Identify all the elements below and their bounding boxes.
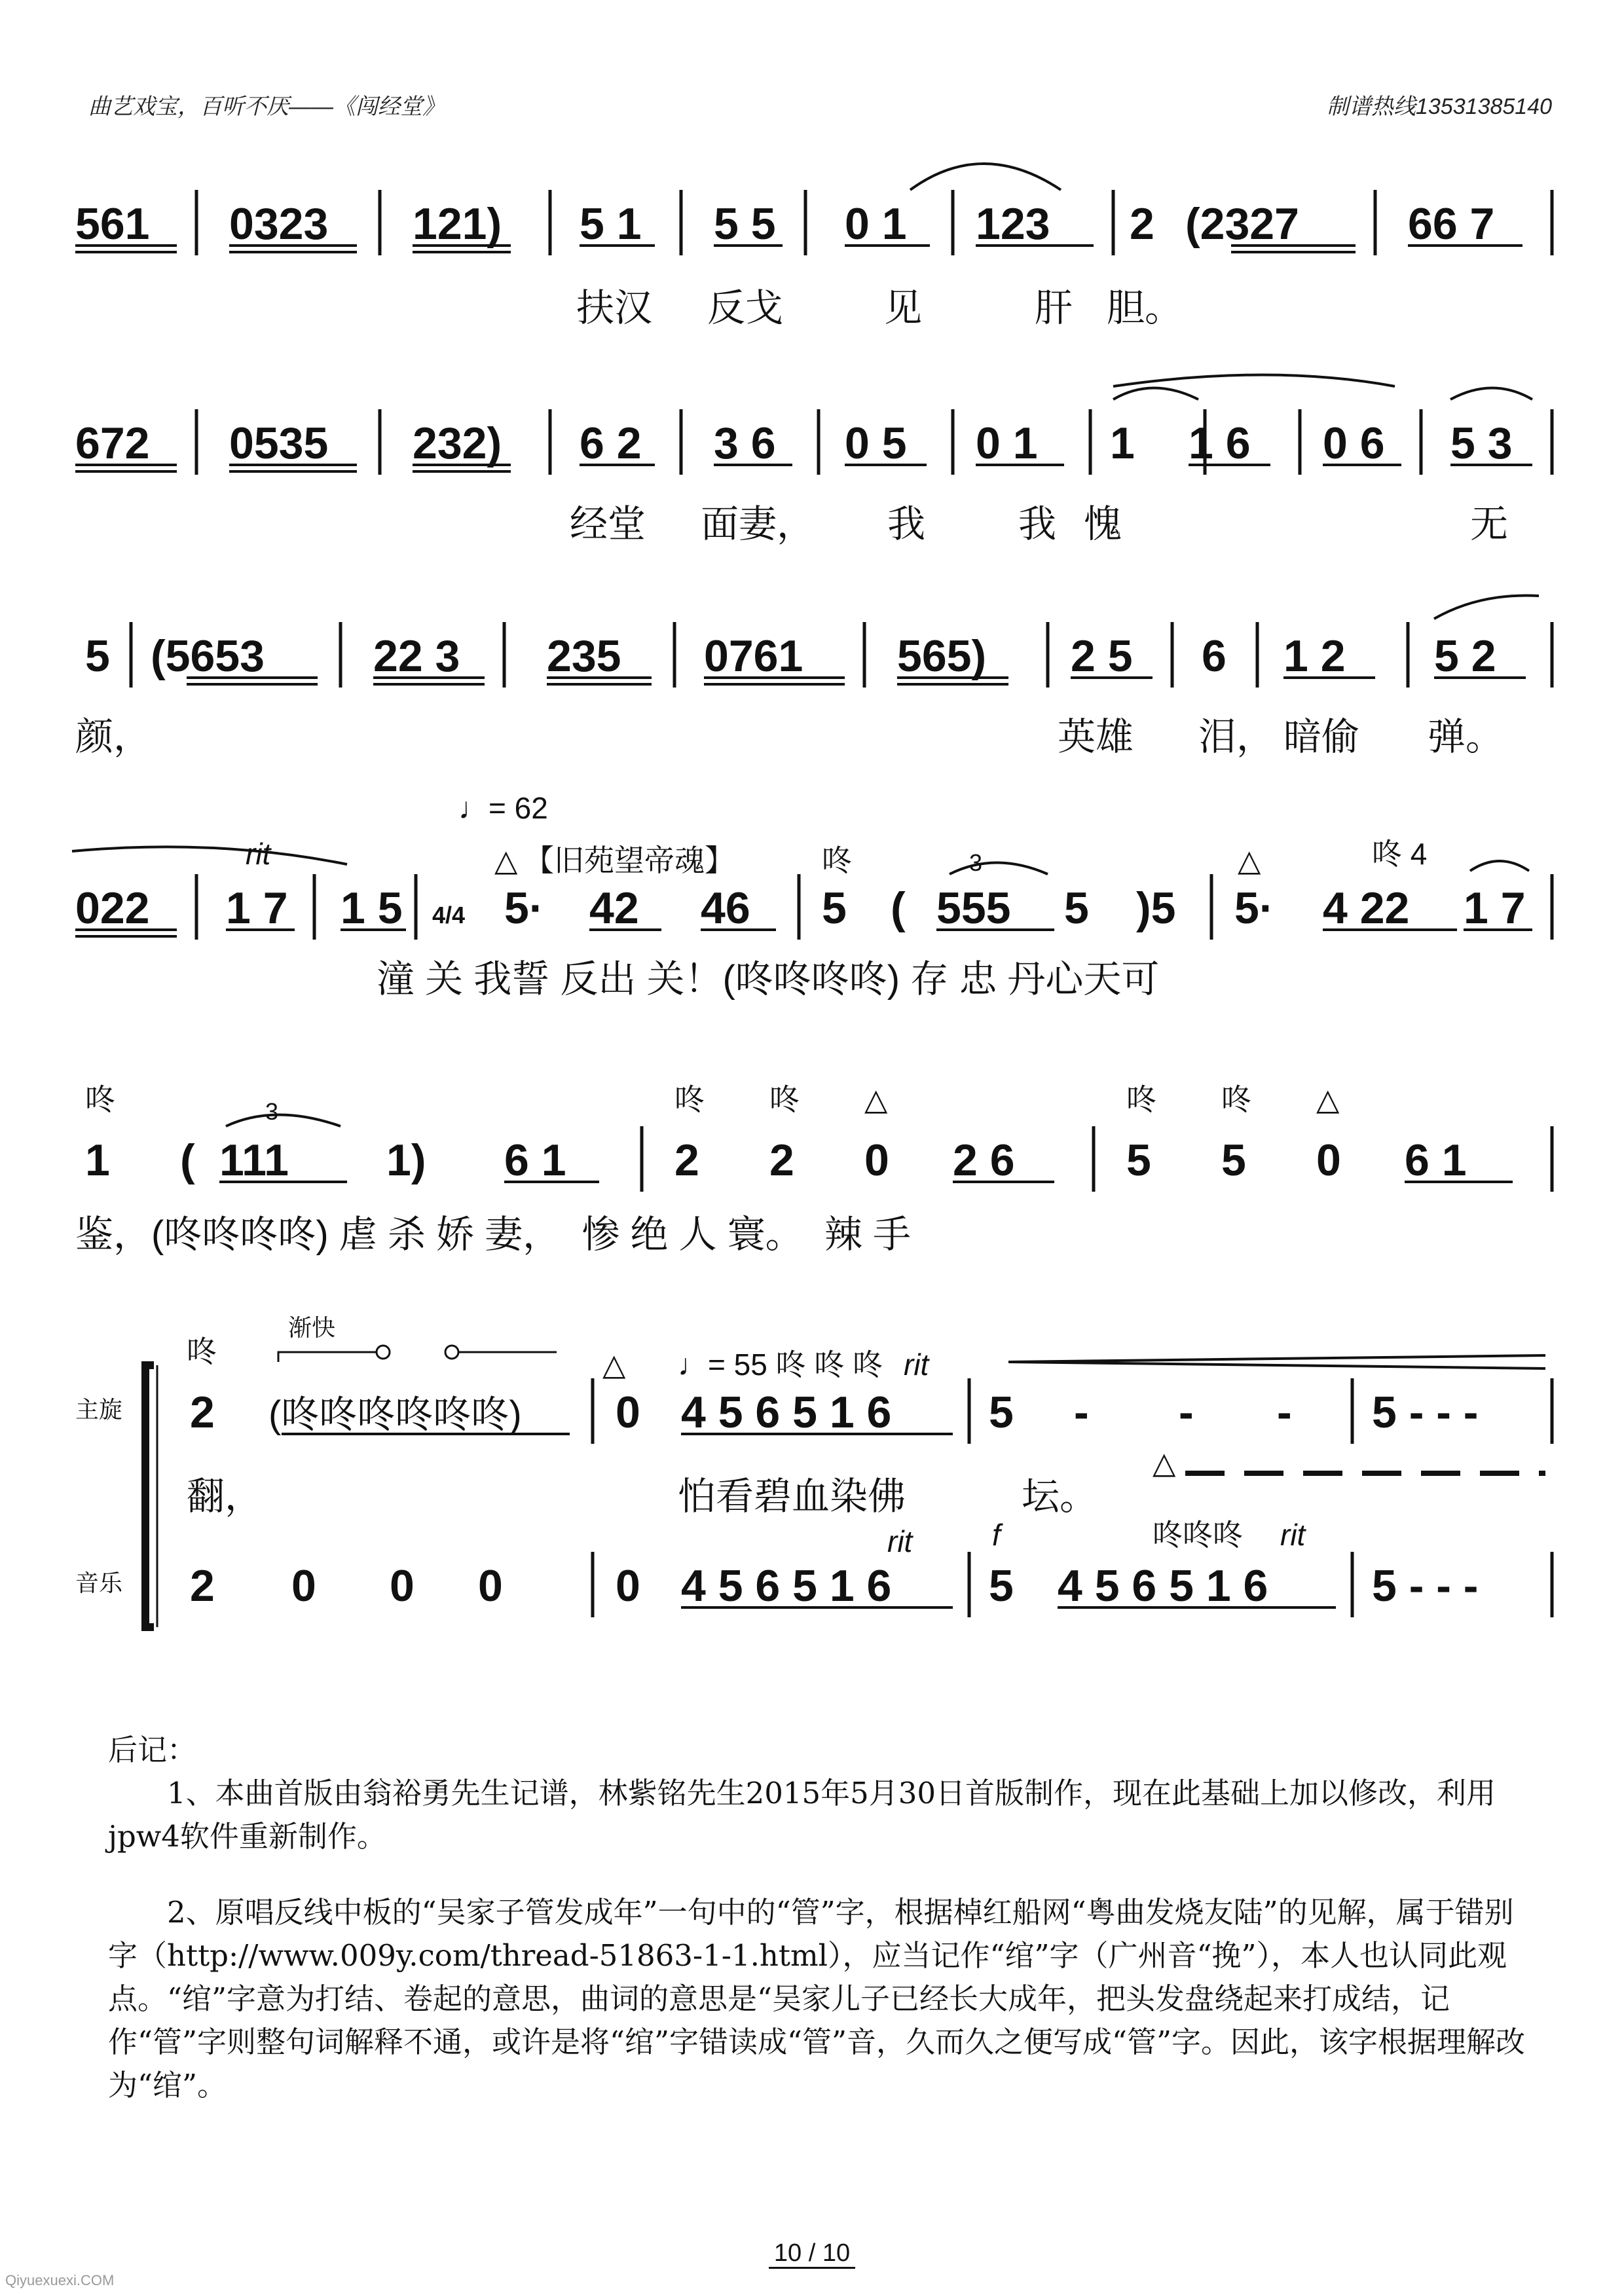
note-group: 6 1 <box>1405 1135 1467 1185</box>
rit-mark: rit <box>1280 1518 1306 1552</box>
note-group: 1 <box>85 1135 110 1185</box>
note-group: 672 <box>75 418 150 468</box>
note-group: - <box>1074 1387 1089 1437</box>
note-group: 561 <box>75 199 150 249</box>
note-group: 2 5 <box>1071 631 1133 681</box>
lyric: 我 <box>1018 503 1057 545</box>
lyric: 肝 <box>1035 287 1073 329</box>
note-group: 66 7 <box>1408 199 1495 249</box>
accent-triangle-icon: △ <box>1316 1082 1340 1116</box>
percussion-dong: 咚 <box>822 843 852 877</box>
lyric: 扶汉 <box>576 287 653 329</box>
accent-triangle-icon: △ <box>602 1348 626 1382</box>
note-group: 42 <box>589 883 639 933</box>
note-group: 6 2 <box>580 418 642 468</box>
lyric: 见 <box>884 287 923 329</box>
percussion-dong: 咚 <box>187 1334 217 1368</box>
afterword-title: 后记： <box>108 1733 197 1767</box>
note-group: 46 <box>701 883 750 933</box>
note-group: 4 5 6 5 1 6 <box>681 1387 892 1437</box>
note-group: 123 <box>976 199 1050 249</box>
note-group: 0 1 <box>976 418 1038 468</box>
note-group: ( <box>180 1135 195 1185</box>
tempo-mark: ♩= 62 <box>458 791 548 825</box>
tune-name: 【旧苑望帝魂】 <box>524 843 735 877</box>
note-group: 111 <box>219 1135 289 1185</box>
lyric: 我 <box>887 503 926 545</box>
note-group: 0 <box>390 1561 415 1611</box>
note-group: 0 <box>478 1561 503 1611</box>
note-group: )5 <box>1136 883 1176 933</box>
afterword-paragraph-2: 2、原唱反线中板的“吴家子管发成年”一句中的“管”字，根据棹红船网“粤曲发烧友陆”的见解，属于错别字（http://www.009y.com/thread-51863-1-1.html），应当记作“绾”字（广州音“挽”），本人也认同此观点。“绾”字意为打结、卷起的意思，曲词的意思是“吴家儿子已经长大成年，把头发盘绕起来打成结，记作“管”字则整句词解释不通，或许是将“绾”字错读成“管”音，久而久之便写成“管”字。因此，该字根据理解改为“绾”。 <box>108 1895 1526 2102</box>
note-group: 0 <box>291 1561 316 1611</box>
note-group: 5 - - - <box>1372 1387 1479 1437</box>
triplet-mark: 3 <box>969 849 983 876</box>
page-number <box>0 2239 1624 2267</box>
lyric-line: 鉴，(咚咚咚咚) 虐 杀 娇 妻， 惨 绝 人 寰。 辣 手 <box>75 1213 912 1256</box>
note-group: 1 6 <box>1189 418 1251 468</box>
percussion-dong: 咚 4 <box>1372 837 1428 871</box>
lyric: 无 <box>1470 503 1509 545</box>
percussion-dong: 咚 <box>85 1082 115 1116</box>
note-group: 5 2 <box>1434 631 1496 681</box>
percussion-dong: 咚 <box>769 1082 800 1116</box>
percussion-dong: 咚 <box>674 1082 705 1116</box>
time-signature: 4/4 <box>432 902 466 928</box>
part-label-music: 音乐 <box>75 1570 123 1596</box>
note-group: 0 <box>616 1561 640 1611</box>
note-group: 5 <box>1064 883 1089 933</box>
note-group: (5653 <box>151 631 265 681</box>
note-group: 1 5 <box>341 883 403 933</box>
lyric: 弹。 <box>1428 716 1504 758</box>
lyric: 愧 <box>1084 503 1122 545</box>
lyric: 怕看碧血染佛 <box>678 1475 906 1518</box>
note-group: 5 3 <box>1450 418 1513 468</box>
note-group: 2 <box>769 1135 794 1185</box>
header-right: 制谱热线13531385140 <box>1326 94 1552 119</box>
note-group: 4 22 <box>1323 883 1410 933</box>
lyric: 反戈 <box>707 287 784 329</box>
percussion-run: (咚咚咚咚咚咚) <box>268 1393 522 1436</box>
note-group: 1 7 <box>1464 883 1526 933</box>
accel-mark: 渐快 <box>288 1314 336 1341</box>
accent-triangle-icon: △ <box>864 1082 888 1116</box>
note-group: 0 <box>864 1135 889 1185</box>
afterword <box>108 1729 1542 2140</box>
note-group: 022 <box>75 883 150 933</box>
note-group: 0 1 <box>845 199 907 249</box>
part-label-main: 主旋 <box>75 1396 123 1423</box>
note-group: 1 <box>1110 418 1135 468</box>
note-group: 1) <box>386 1135 426 1185</box>
lyric: 泪， <box>1198 716 1275 758</box>
note-group: 5 - - - <box>1372 1561 1479 1611</box>
note-group: 5 <box>989 1561 1014 1611</box>
note-group: ( <box>891 883 906 933</box>
note-group: 5 <box>989 1387 1014 1437</box>
lyric-line: 潼 关 我誓 反出 关！(咚咚咚咚) 存 忠 丹心天可 <box>377 958 1160 1001</box>
note-group: 5 <box>85 631 110 681</box>
note-group: 5 <box>1221 1135 1246 1185</box>
note-group: 0761 <box>704 631 803 681</box>
note-group: 0 <box>1316 1135 1341 1185</box>
note-group: 1 2 <box>1283 631 1346 681</box>
accent-triangle-icon: △ <box>1153 1446 1176 1480</box>
note-group: 3 6 <box>714 418 776 468</box>
note-group: 5 1 <box>580 199 642 249</box>
note-group: 2 6 <box>953 1135 1015 1185</box>
note-group: 0 <box>616 1387 640 1437</box>
lyric: 坛。 <box>1022 1475 1098 1518</box>
note-group: 6 <box>1202 631 1227 681</box>
note-group: 22 3 <box>373 631 460 681</box>
note-group: 4 5 6 5 1 6 <box>1058 1561 1268 1611</box>
note-group: 0535 <box>229 418 329 468</box>
percussion-dong: 咚 <box>1221 1082 1251 1116</box>
rit-mark: rit <box>904 1348 929 1382</box>
dynamic-mark: f <box>992 1518 1001 1552</box>
note-group: 2 <box>1130 199 1154 249</box>
lyric: 经堂 <box>570 503 646 545</box>
triplet-mark: 3 <box>265 1098 279 1125</box>
note-group: 555 <box>936 883 1011 933</box>
note-group: - <box>1277 1387 1292 1437</box>
note-group: 5 <box>822 883 847 933</box>
note-group: 235 <box>547 631 621 681</box>
header-left: 曲艺戏宝，百听不厌——《闯经堂》 <box>88 94 445 119</box>
lyric: 暗偷 <box>1283 716 1360 758</box>
note-group: 232) <box>413 418 502 468</box>
note-group: 5 <box>1126 1135 1151 1185</box>
note-group: 2 <box>190 1561 215 1611</box>
rit-mark: rit <box>246 837 271 871</box>
note-group: 565) <box>897 631 987 681</box>
note-group: 5· <box>504 883 544 933</box>
lyric: 英雄 <box>1058 716 1134 758</box>
note-group: 2 <box>674 1135 699 1185</box>
note-group: 0 6 <box>1323 418 1385 468</box>
tempo-mark: ♩= 55 咚 咚 咚 <box>678 1348 883 1382</box>
lyric: 颜， <box>75 716 152 758</box>
note-group: 5· <box>1234 883 1274 933</box>
note-group: 1 7 <box>226 883 288 933</box>
note-group: 0 5 <box>845 418 907 468</box>
note-group: 0323 <box>229 199 329 249</box>
rit-mark: rit <box>887 1524 913 1558</box>
accent-triangle-icon: △ <box>494 843 518 877</box>
page-number-text: 10 / 10 <box>769 2239 855 2269</box>
percussion-dong: 咚 <box>1126 1082 1156 1116</box>
note-group: 2 <box>190 1387 215 1437</box>
note-group: (2327 <box>1185 199 1299 249</box>
note-group: 4 5 6 5 1 6 <box>681 1561 892 1611</box>
percussion-run: 咚咚咚 <box>1153 1518 1243 1552</box>
note-group: 6 1 <box>504 1135 566 1185</box>
watermark: Qiyuexuexi.COM <box>5 2272 115 2288</box>
note-group: 121) <box>413 199 502 249</box>
note-group: - <box>1179 1387 1194 1437</box>
lyric: 翻， <box>187 1475 263 1518</box>
afterword-paragraph-1: 1、本曲首版由翁裕勇先生记谱，林紫铭先生2015年5月30日首版制作，现在此基础上加以修改，利用jpw4软件重新制作。 <box>108 1776 1496 1854</box>
lyric: 面妻， <box>701 503 815 545</box>
note-group: 5 5 <box>714 199 776 249</box>
lyric: 胆。 <box>1107 287 1183 329</box>
accent-triangle-icon: △ <box>1238 843 1261 877</box>
